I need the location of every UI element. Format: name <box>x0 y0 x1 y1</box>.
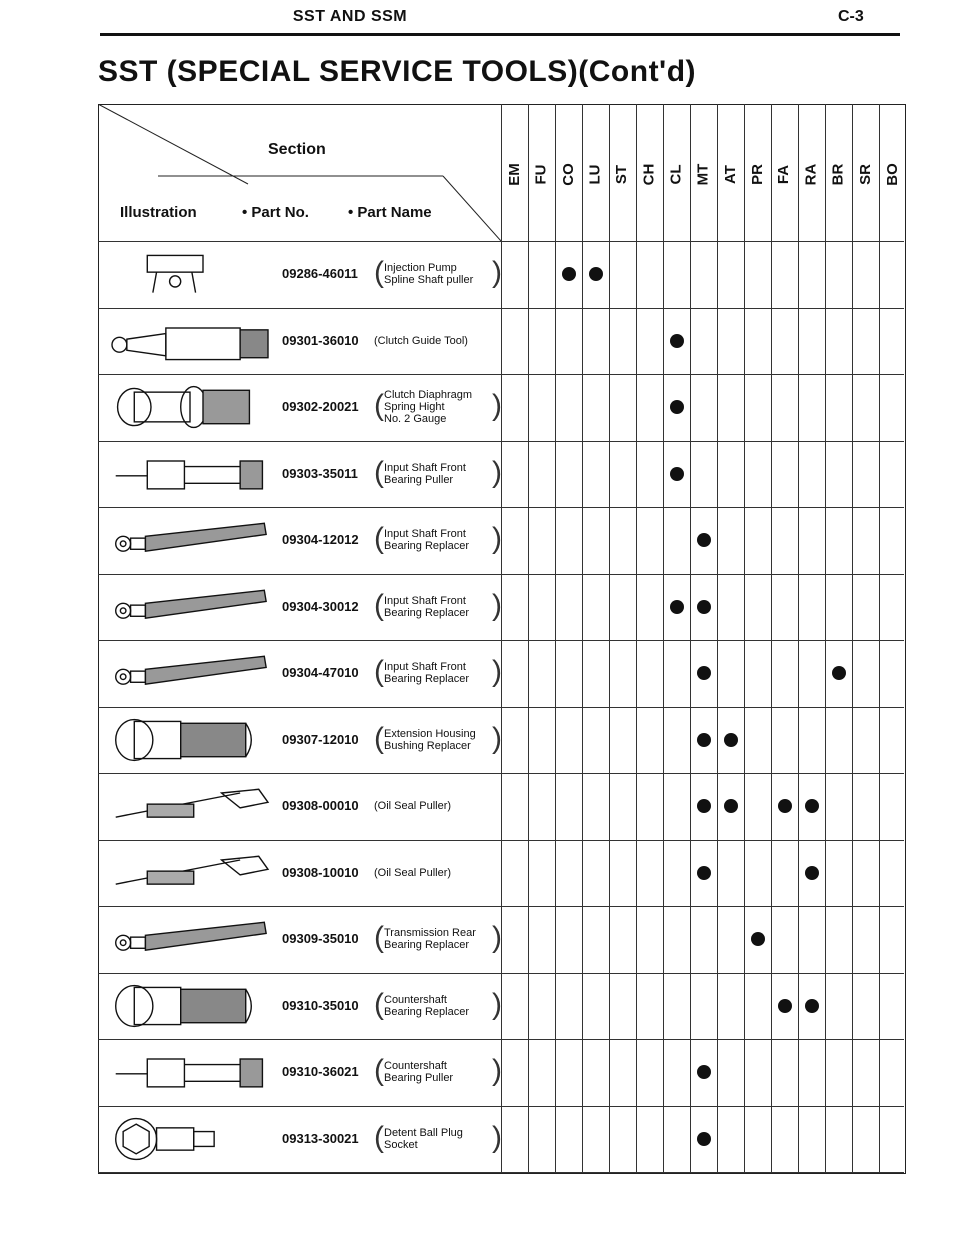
paren-right: ) <box>492 389 502 423</box>
part-no-label: • Part No. <box>242 204 309 221</box>
paren-right: ) <box>492 921 502 955</box>
usage-dot-mt <box>697 799 711 813</box>
column-divider <box>582 104 583 1172</box>
column-header-em <box>503 154 525 194</box>
usage-dot-cl <box>670 600 684 614</box>
column-divider <box>690 104 691 1172</box>
socket-icon <box>104 1113 276 1165</box>
column-header-bo <box>881 154 903 194</box>
paren-left: ( <box>374 921 384 955</box>
replacer-icon <box>104 581 276 633</box>
guide-tool-icon <box>104 315 276 367</box>
paren-left: ( <box>374 256 384 290</box>
paren-left: ( <box>374 655 384 689</box>
part-name: Bearing Puller <box>384 473 454 486</box>
part-number: 09310-35010 <box>282 997 359 1013</box>
table-row <box>98 640 501 707</box>
table-row <box>98 906 501 973</box>
part-name: (Oil Seal Puller) <box>374 866 452 879</box>
gauge-icon <box>104 381 276 433</box>
column-divider <box>771 104 772 1172</box>
usage-dot-mt <box>697 1065 711 1079</box>
part-number: 09308-00010 <box>282 798 359 814</box>
oil-seal-puller-icon <box>104 847 276 899</box>
page-number: C-3 <box>838 8 864 25</box>
paren-left: ( <box>374 1054 384 1088</box>
part-number: 09307-12010 <box>282 731 359 747</box>
column-code: BR <box>829 163 847 185</box>
paren-right: ) <box>492 1054 502 1088</box>
table-row <box>98 1039 501 1106</box>
replacer-icon <box>104 647 276 699</box>
column-code: EM <box>505 162 523 186</box>
column-header-co <box>557 154 579 194</box>
column-divider <box>744 104 745 1172</box>
usage-dot-cl <box>670 334 684 348</box>
sst-table <box>98 104 906 1174</box>
puller-icon <box>104 248 276 300</box>
usage-dot-br <box>832 666 846 680</box>
part-name: Bearing Replacer <box>384 1005 469 1018</box>
table-row <box>98 773 501 840</box>
part-name: Bearing Puller <box>384 1072 454 1085</box>
header-rule <box>100 33 900 36</box>
column-code: CO <box>559 162 577 186</box>
replacer-icon <box>104 913 276 965</box>
column-divider <box>798 104 799 1172</box>
bearing-puller-icon <box>104 448 276 500</box>
column-code: RA <box>802 163 820 185</box>
oil-seal-puller-icon <box>104 780 276 832</box>
part-name: Countershaft <box>384 993 447 1006</box>
part-name: Input Shaft Front <box>384 594 466 607</box>
table-row <box>98 1106 501 1173</box>
column-header-mt <box>692 154 714 194</box>
column-divider <box>852 104 853 1172</box>
column-header-sr <box>854 154 876 194</box>
usage-dot-ra <box>805 799 819 813</box>
part-name: Detent Ball Plug <box>384 1126 463 1139</box>
bushing-replacer-icon <box>104 980 276 1032</box>
part-name: Input Shaft Front <box>384 528 466 541</box>
part-name: Bearing Replacer <box>384 540 469 553</box>
column-code: CL <box>667 164 685 184</box>
column-header-ra <box>800 154 822 194</box>
table-header <box>98 104 501 241</box>
part-name: Bearing Replacer <box>384 673 469 686</box>
column-divider <box>879 104 880 1172</box>
column-header-pr <box>746 154 768 194</box>
column-header-fa <box>773 154 795 194</box>
bearing-puller-icon <box>104 1046 276 1098</box>
paren-right: ) <box>492 588 502 622</box>
part-number: 09313-30021 <box>282 1130 359 1146</box>
part-name: Input Shaft Front <box>384 661 466 674</box>
usage-dot-cl <box>670 467 684 481</box>
usage-dot-ra <box>805 866 819 880</box>
part-name: Clutch Diaphragm <box>384 389 473 402</box>
column-header-st <box>611 154 633 194</box>
usage-dot-pr <box>751 932 765 946</box>
paren-left: ( <box>374 522 384 556</box>
part-name: Injection Pump <box>384 262 457 275</box>
column-header-lu <box>584 154 606 194</box>
table-row <box>98 973 501 1040</box>
paren-left: ( <box>374 987 384 1021</box>
table-row <box>98 707 501 774</box>
part-number: 09310-36021 <box>282 1064 359 1080</box>
part-number: 09302-20021 <box>282 399 359 415</box>
usage-dot-fa <box>778 999 792 1013</box>
part-number: 09304-47010 <box>282 665 359 681</box>
usage-dot-mt <box>697 600 711 614</box>
column-code: FA <box>775 164 793 184</box>
paren-left: ( <box>374 721 384 755</box>
part-name: Socket <box>384 1138 418 1151</box>
part-name: (Clutch Guide Tool) <box>374 334 468 347</box>
part-name-label: • Part Name <box>348 204 432 221</box>
row-divider <box>98 1172 904 1173</box>
column-code: ST <box>613 164 631 184</box>
table-row <box>98 308 501 375</box>
part-number: 09304-30012 <box>282 598 359 614</box>
column-code: PR <box>748 163 766 185</box>
usage-dot-mt <box>697 533 711 547</box>
paren-right: ) <box>492 522 502 556</box>
paren-left: ( <box>374 1120 384 1154</box>
paren-left: ( <box>374 389 384 423</box>
part-name: Bearing Replacer <box>384 939 469 952</box>
part-name: Bearing Replacer <box>384 606 469 619</box>
usage-dot-mt <box>697 1132 711 1146</box>
part-number: 09301-36010 <box>282 332 359 348</box>
column-header-fu <box>530 154 552 194</box>
part-name: No. 2 Gauge <box>384 413 447 426</box>
part-number: 09286-46011 <box>282 266 358 282</box>
paren-right: ) <box>492 721 502 755</box>
column-divider <box>555 104 556 1172</box>
column-divider <box>663 104 664 1172</box>
column-code: BO <box>883 162 901 186</box>
part-number: 09303-35011 <box>282 465 358 481</box>
part-name: Extension Housing <box>384 727 476 740</box>
column-header-br <box>827 154 849 194</box>
column-header-ch <box>638 154 660 194</box>
part-number: 09304-12012 <box>282 532 359 548</box>
part-number: 09308-10010 <box>282 864 359 880</box>
usage-dot-ra <box>805 999 819 1013</box>
section-label: Section <box>268 141 326 158</box>
table-row <box>98 441 501 508</box>
part-number: 09309-35010 <box>282 931 359 947</box>
paren-right: ) <box>492 256 502 290</box>
column-code: MT <box>694 163 712 185</box>
usage-dot-mt <box>697 866 711 880</box>
column-header-at <box>719 154 741 194</box>
usage-dot-cl <box>670 400 684 414</box>
replacer-icon <box>104 514 276 566</box>
table-row <box>98 574 501 641</box>
bushing-replacer-icon <box>104 714 276 766</box>
usage-dot-at <box>724 799 738 813</box>
illustration-label: Illustration <box>120 204 197 221</box>
usage-dot-lu <box>589 267 603 281</box>
part-name: (Oil Seal Puller) <box>374 800 452 813</box>
column-header-cl <box>665 154 687 194</box>
paren-left: ( <box>374 455 384 489</box>
paren-right: ) <box>492 455 502 489</box>
column-divider <box>636 104 637 1172</box>
column-divider <box>609 104 610 1172</box>
page-title: SST (SPECIAL SERVICE TOOLS)(Cont'd) <box>98 55 697 88</box>
paren-right: ) <box>492 1120 502 1154</box>
column-code: FU <box>532 164 550 184</box>
table-row <box>98 507 501 574</box>
column-divider <box>717 104 718 1172</box>
header-title: SST AND SSM <box>292 8 408 25</box>
part-name: Transmission Rear <box>384 927 476 940</box>
part-name: Bushing Replacer <box>384 739 471 752</box>
part-name: Spring Hight <box>384 401 445 414</box>
paren-left: ( <box>374 588 384 622</box>
table-row <box>98 241 501 308</box>
usage-dot-mt <box>697 666 711 680</box>
paren-right: ) <box>492 655 502 689</box>
column-code: CH <box>640 163 658 185</box>
usage-dot-co <box>562 267 576 281</box>
table-row <box>98 374 501 441</box>
part-name: Countershaft <box>384 1060 447 1073</box>
usage-dot-mt <box>697 733 711 747</box>
paren-right: ) <box>492 987 502 1021</box>
part-name: Spline Shaft puller <box>384 274 474 287</box>
table-row <box>98 840 501 907</box>
column-code: AT <box>721 164 739 184</box>
column-code: LU <box>586 164 604 184</box>
column-divider <box>825 104 826 1172</box>
column-divider <box>528 104 529 1172</box>
part-name: Input Shaft Front <box>384 461 466 474</box>
usage-dot-fa <box>778 799 792 813</box>
column-code: SR <box>856 163 874 185</box>
usage-dot-at <box>724 733 738 747</box>
